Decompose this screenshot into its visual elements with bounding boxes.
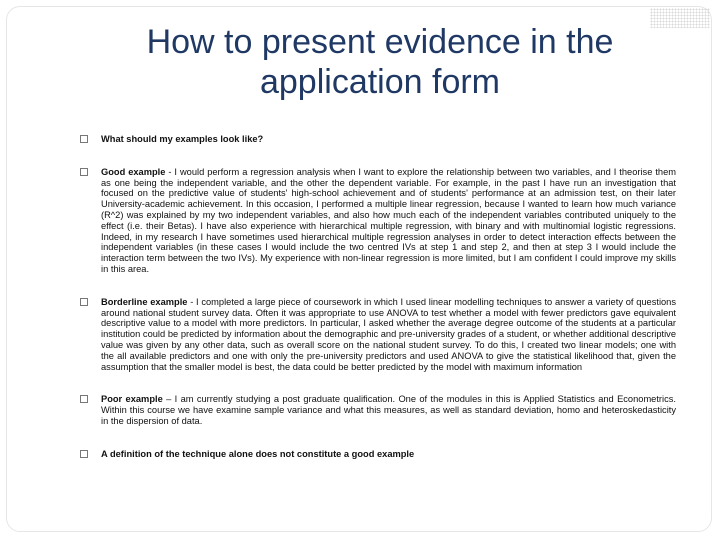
bullet-definition-note [80,449,676,460]
bullet-box-icon [80,450,88,458]
bullet-lead: Good example [101,166,166,177]
bullet-lead: A definition of the technique alone does not constitute a good example [101,448,415,459]
bullet-box-icon [80,135,88,143]
bullet-borderline-example [80,297,676,373]
bullet-good-example [80,167,676,275]
bullet-box-icon [80,168,88,176]
bullet-text: - I completed a large piece of coursework in which I used linear modelling techniques to answer a variety of questions around national student survey data. Often it was appropriate to use ANOVA to test whether a model with fewer predictors gave equivalent descriptive value to a model with more predictors. In particular, I asked whether the average degree outcome of the students at a particular institution could be predicted by information about the demographic and pre-university grades of a student, or whether additional descriptive value was given by any other data, such as overall score on the national student survey. To do this, I created two linear models; one with the all available predictors and one with only the pre-university predictors and used ANOVA to give the statistical likelihood that, given the assumption that the smaller model is best, the data could be better predicted by the model with maximum information [101,296,676,372]
bullet-text: - I would perform a regression analysis when I want to explore the relationship between two variables, and I theorise them as one being the independent variable, and the other the dependent variable. For example, in the past I have run an investigation that focused on the predictive value of students' high-school achievement and of students' performance at an admission test, on their later University-academic achievement. In this occasion, I performed a multiple linear regression, because I wanted to learn how much variance (R^2) was explained by my two independent variables, and also how much each of the independent variables contributed uniquely to the effect (i.e. their Betas). I have also experience with hierarchical multiple regression, with binary and with multinomial logistic regressions. Indeed, in my research I have sometimes used hierarchical multiple regression analyses in order to detect interaction effects between the independent variables (in these cases I would include the two centred IVs at step 1 and step 2, and then at step 3 I would include the interaction term between the two IVs). My experience with non-linear regression is more limited, but I am confident I could improve my skills in this area. [101,166,676,274]
bullet-text: – I am currently studying a post graduate qualification. One of the modules in this is Applied Statistics and Econometrics. Within this course we have examine sample variance and what this measures, as well as standard deviation, homo and heteroskedasticity in the dispersion of data. [101,394,676,426]
bullet-lead: Poor example [101,394,163,405]
bullet-question [80,134,676,145]
bullet-box-icon [80,298,88,306]
bullet-poor-example [80,394,676,426]
bullet-lead: What should my examples look like? [101,134,264,144]
slide-title: How to present evidence in the application form [146,23,614,101]
bullet-lead: Borderline example [101,296,188,307]
bullet-box-icon [80,395,88,403]
bullet-list [80,134,676,460]
